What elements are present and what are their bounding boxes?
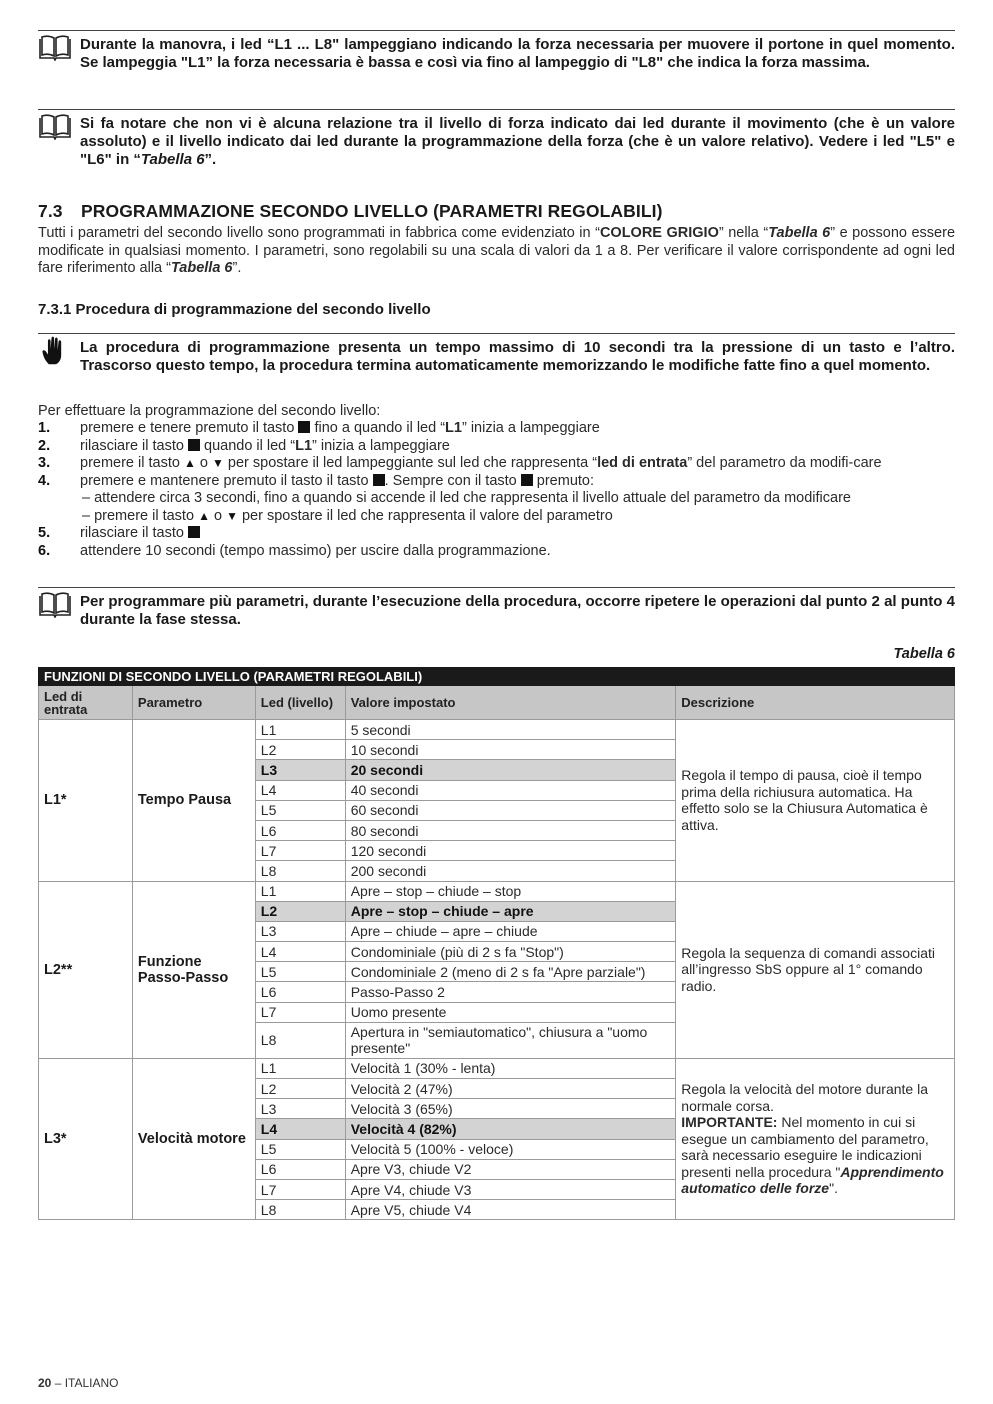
cell-value: Passo-Passo 2 <box>345 982 676 1002</box>
step-number: 6. <box>38 542 51 559</box>
book-icon <box>38 35 72 61</box>
cell-level: L4 <box>255 1119 345 1139</box>
led-ref: L1 <box>445 420 462 436</box>
intro-a: Tutti i parametri del secondo livello sono programmati in fabbrica come evidenziato in “ <box>38 225 600 241</box>
section-intro <box>38 225 955 278</box>
intro-table-ref: Tabella 6 <box>768 225 831 241</box>
cell-value: 120 secondi <box>345 841 676 861</box>
section-number: 7.3 <box>38 201 63 221</box>
step-3 <box>38 455 955 473</box>
steps-list <box>38 420 955 560</box>
cell-level: L6 <box>255 1159 345 1179</box>
cell-value: Velocità 2 (47%) <box>345 1079 676 1099</box>
cell-level: L2 <box>255 1079 345 1099</box>
table-reference: Tabella 6 <box>140 151 205 168</box>
arrow-down-icon: ▼ <box>211 456 224 470</box>
step-text: o <box>209 507 227 524</box>
cell-value: Apre – stop – chiude – apre <box>345 901 676 921</box>
note-4 <box>38 587 955 629</box>
intro-e: ” e possono essere modificate in qualsiasi momento. I parametri, sono regolabili su una scala di valori da 1 a 8. Per verificare il valore corrispondente ad ogni led fare riferimento alla “ <box>38 225 956 276</box>
table-row <box>39 720 955 740</box>
cell-value: 40 secondi <box>345 780 676 800</box>
step-bold: led di entrata <box>597 455 688 471</box>
cell-value: Apre V3, chiude V2 <box>345 1159 676 1179</box>
step-5 <box>38 525 955 543</box>
hand-stop-icon <box>40 334 70 368</box>
step-number: 2. <box>38 437 51 454</box>
cell-value: Apre – chiude – apre – chiude <box>345 921 676 941</box>
step-text: . Sempre con il tasto <box>384 472 521 489</box>
cell-level: L4 <box>255 942 345 962</box>
header-descrizione: Descrizione <box>676 686 955 720</box>
group-description: Regola la sequenza di comandi associati all’ingresso SbS oppure al 1° comando radio. <box>676 881 955 1058</box>
cell-level: L5 <box>255 1139 345 1159</box>
cell-value: Apre V5, chiude V4 <box>345 1200 676 1220</box>
step-text: rilasciare il tasto <box>80 525 188 541</box>
cell-level: L5 <box>255 962 345 982</box>
header-led-entrata: Led di entrata <box>39 686 133 720</box>
step-text: premere e tenere premuto il tasto <box>80 420 299 436</box>
cell-value: Condominiale 2 (meno di 2 s fa "Apre parziale") <box>345 962 676 982</box>
step-text: ” del parametro da modifi-care <box>687 455 882 471</box>
step-number: 1. <box>38 420 51 436</box>
book-icon <box>38 592 72 618</box>
group-description <box>676 1058 955 1220</box>
desc-text: ". <box>829 1180 838 1197</box>
cell-value: Velocità 4 (82%) <box>345 1119 676 1139</box>
book-icon <box>38 114 72 140</box>
group-led: L2** <box>39 881 133 1058</box>
stop-square-icon <box>188 439 200 451</box>
table-row <box>39 881 955 901</box>
subsection-title: 7.3.1 Procedura di programmazione del secondo livello <box>38 301 431 318</box>
cell-value: Condominiale (più di 2 s fa "Stop") <box>345 942 676 962</box>
step-number: 4. <box>38 472 51 489</box>
note-4-text: Per programmare più parametri, durante l’esecuzione della procedura, occorre ripetere le operazioni dal punto 2 al punto 4 durante la fase stessa. <box>80 593 955 628</box>
page-footer <box>38 1376 119 1390</box>
stop-square-icon <box>373 474 385 486</box>
table-caption: Tabella 6 <box>893 646 955 662</box>
cell-value: Apre – stop – chiude – stop <box>345 881 676 901</box>
step-text: rilasciare il tasto <box>80 437 188 454</box>
cell-level: L2 <box>255 901 345 921</box>
page-number: 20 <box>38 1376 52 1390</box>
cell-value: Velocità 1 (30% - lenta) <box>345 1058 676 1078</box>
step-2 <box>38 438 955 456</box>
note-3-text: La procedura di programmazione presenta un tempo massimo di 10 secondi tra la pressione di un tasto e l’altro. Trascorso questo tempo, la procedura termina automaticamente memorizzando le modifiche fatte fino a quel momento. <box>80 339 955 374</box>
cell-level: L5 <box>255 800 345 820</box>
header-led-livello: Led (livello) <box>255 686 345 720</box>
table-row <box>39 1058 955 1078</box>
desc-text: Nel momento in cui si esegue un cambiamento del parametro, sarà necessario eseguire le indicazioni presenti nella procedura " <box>681 1114 929 1180</box>
header-valore: Valore impostato <box>345 686 676 720</box>
section-title <box>38 201 663 222</box>
cell-level: L1 <box>255 881 345 901</box>
led-ref: L1 <box>295 437 313 454</box>
header-parametro: Parametro <box>132 686 255 720</box>
cell-value: Uomo presente <box>345 1002 676 1022</box>
group-led: L1* <box>39 720 133 882</box>
note-1-text: Durante la manovra, i led “L1 ... L8" lampeggiano indicando la forza necessaria per muovere il portone in quel momento. Se lampeggia "L1” la forza necessaria è bassa e così via fino al lampeggio di "L8" che indica la forza massima. <box>80 36 955 71</box>
stop-square-icon <box>298 421 310 433</box>
step-4-sub-2 <box>80 508 955 526</box>
step-text: – premere il tasto <box>82 507 199 524</box>
parameters-table <box>38 667 955 1220</box>
intro-g: ”. <box>232 260 242 276</box>
stop-square-icon <box>521 474 533 486</box>
cell-value: 10 secondi <box>345 740 676 760</box>
cell-value: 200 secondi <box>345 861 676 881</box>
step-text: ” inizia a lampeggiare <box>312 437 450 454</box>
cell-level: L3 <box>255 760 345 780</box>
step-text: premere e mantenere premuto il tasto il tasto <box>80 472 373 489</box>
note-1 <box>38 30 955 72</box>
table-banner: FUNZIONI DI SECONDO LIVELLO (PARAMETRI REGOLABILI) <box>39 668 955 686</box>
step-text: premere il tasto <box>80 455 184 471</box>
step-text: per spostare il led lampeggiante sul led che rappresenta “ <box>223 455 598 471</box>
group-param: Velocità motore <box>132 1058 255 1220</box>
section-title-text: PROGRAMMAZIONE SECONDO LIVELLO (PARAMETRI REGOLABILI) <box>81 201 663 221</box>
cell-level: L2 <box>255 740 345 760</box>
step-text: per spostare il led che rappresenta il valore del parametro <box>237 507 613 524</box>
cell-level: L7 <box>255 1179 345 1199</box>
desc-text: Regola la velocità del motore durante la normale corsa. <box>681 1081 928 1114</box>
cell-level: L4 <box>255 780 345 800</box>
step-text: ” inizia a lampeggiare <box>461 420 600 436</box>
group-led: L3* <box>39 1058 133 1220</box>
cell-value: 80 secondi <box>345 820 676 840</box>
step-6 <box>38 543 955 561</box>
cell-level: L8 <box>255 1022 345 1058</box>
desc-procedure-ref: Apprendimento automatico delle forze <box>681 1163 944 1197</box>
cell-value: Apertura in "semiautomatico", chiusura a "uomo presente" <box>345 1022 676 1058</box>
group-description: Regola il tempo di pausa, cioè il tempo prima della richiusura automatica. Ha effetto solo se la Chiusura Automatica è attiva. <box>676 720 955 882</box>
arrow-up-icon: ▲ <box>183 456 196 470</box>
cell-level: L3 <box>255 1099 345 1119</box>
cell-value: Apre V4, chiude V3 <box>345 1179 676 1199</box>
intro-b: COLORE GRIGIO <box>599 225 719 241</box>
page-language: – ITALIANO <box>51 1376 119 1390</box>
cell-level: L7 <box>255 841 345 861</box>
cell-level: L1 <box>255 720 345 740</box>
note-2 <box>38 109 955 169</box>
group-param: Tempo Pausa <box>132 720 255 882</box>
cell-level: L3 <box>255 921 345 941</box>
cell-level: L8 <box>255 1200 345 1220</box>
steps-lead: Per effettuare la programmazione del secondo livello: <box>38 403 381 419</box>
cell-level: L1 <box>255 1058 345 1078</box>
desc-important: IMPORTANTE: <box>681 1114 778 1131</box>
step-4 <box>38 473 955 526</box>
cell-level: L6 <box>255 982 345 1002</box>
stop-square-icon <box>188 526 200 538</box>
note-2-text-a: Si fa notare che non vi è alcuna relazione tra il livello di forza indicato dai led durante il movimento (che è un valore assoluto) e il livello indicato dai led durante la programmazione della forza (che è un valore relativo). Vedere i led "L5" e "L6" in “ <box>80 115 955 168</box>
cell-level: L8 <box>255 861 345 881</box>
note-2-text <box>80 110 955 169</box>
group-param: Funzione Passo-Passo <box>132 881 255 1058</box>
note-2-text-c: ”. <box>204 151 217 168</box>
cell-value: Velocità 3 (65%) <box>345 1099 676 1119</box>
step-text: o <box>195 455 212 471</box>
step-text: premuto: <box>532 472 595 489</box>
arrow-up-icon: ▲ <box>198 508 210 523</box>
cell-level: L7 <box>255 1002 345 1022</box>
step-1 <box>38 420 955 438</box>
step-text: fino a quando il led “ <box>310 420 446 436</box>
step-number: 3. <box>38 455 51 471</box>
note-3 <box>38 333 955 375</box>
cell-value: 20 secondi <box>345 760 676 780</box>
intro-table-ref-2: Tabella 6 <box>170 260 233 276</box>
step-number: 5. <box>38 525 51 541</box>
cell-value: 60 secondi <box>345 800 676 820</box>
cell-value: 5 secondi <box>345 720 676 740</box>
step-text: attendere 10 secondi (tempo massimo) per uscire dalla programmazione. <box>80 542 551 559</box>
intro-c: ” nella “ <box>718 225 769 241</box>
cell-level: L6 <box>255 820 345 840</box>
step-4-sub-1: – attendere circa 3 secondi, fino a quando si accende il led che rappresenta il livello attuale del parametro da modificare <box>82 490 851 506</box>
cell-value: Velocità 5 (100% - veloce) <box>345 1139 676 1159</box>
step-text: quando il led “ <box>199 437 296 454</box>
arrow-down-icon: ▼ <box>226 508 238 523</box>
